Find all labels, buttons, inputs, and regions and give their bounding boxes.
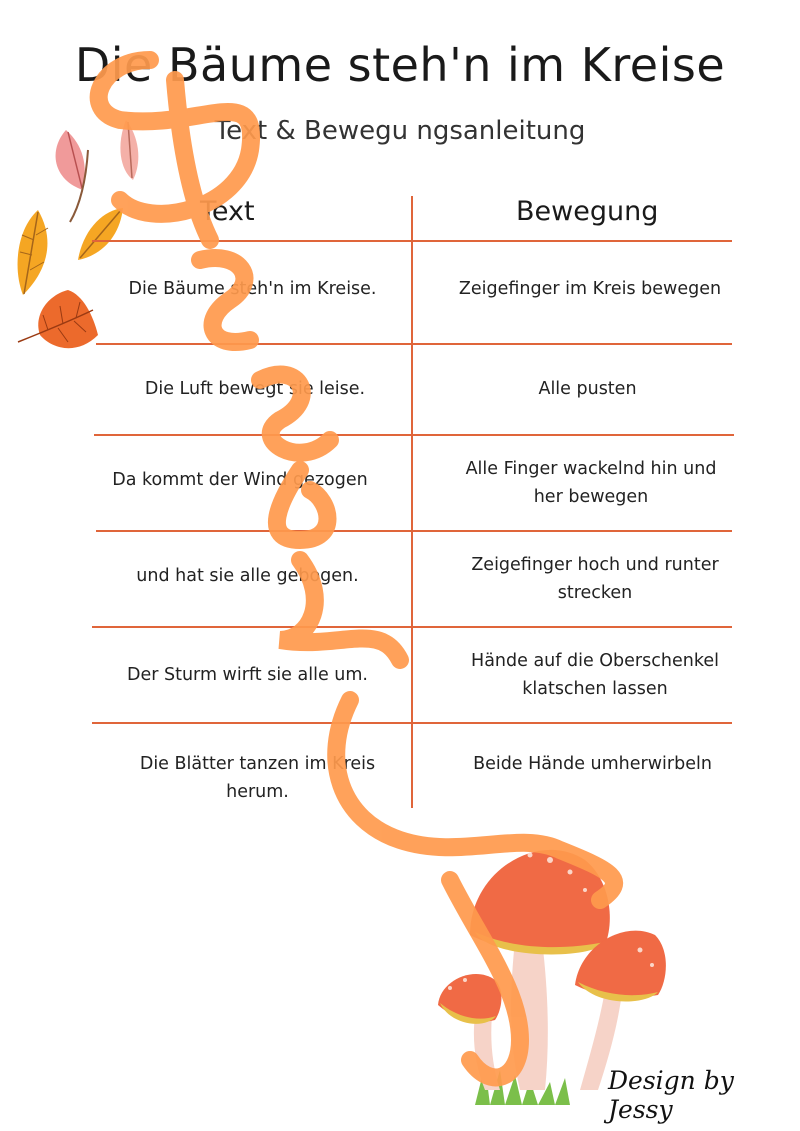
table-cell-text: Da kommt der Wind gezogen bbox=[112, 470, 368, 490]
column-header-movement: Bewegung bbox=[516, 196, 659, 227]
table-cell-text: und hat sie alle gebogen. bbox=[136, 566, 359, 586]
table-cell-movement: Alle Finger wackelnd hin und her bewegen bbox=[465, 459, 717, 507]
table-cell-movement: Alle pusten bbox=[538, 379, 637, 399]
row-divider bbox=[92, 626, 732, 628]
row-divider bbox=[92, 722, 732, 724]
page-title: Die Bäume steh'n im Kreise bbox=[74, 38, 726, 92]
signature: Design by Jessy bbox=[608, 1066, 734, 1124]
table-cell-text: Die Luft bewegt sie leise. bbox=[144, 379, 366, 399]
row-divider bbox=[96, 343, 732, 345]
column-header-text: Text bbox=[200, 196, 255, 227]
table-cell-movement: Hände auf die Oberschenkel klatschen lassen bbox=[471, 651, 719, 699]
row-divider bbox=[94, 434, 734, 436]
table-cell-movement: Zeigefinger hoch und runter strecken bbox=[471, 555, 719, 603]
table-cell-movement: Beide Hände umherwirbeln bbox=[473, 754, 712, 774]
table-cell-text: Die Blätter tanzen im Kreis herum. bbox=[139, 754, 376, 802]
page-subtitle: Text & Bewegu ngsanleitung bbox=[214, 116, 586, 146]
row-divider bbox=[96, 530, 732, 532]
column-divider bbox=[411, 196, 413, 808]
table-cell-text: Der Sturm wirft sie alle um. bbox=[127, 665, 368, 685]
row-divider bbox=[92, 240, 732, 242]
table-cell-movement: Zeigefinger im Kreis bewegen bbox=[458, 279, 722, 299]
table-cell-text: Die Bäume steh'n im Kreise. bbox=[128, 279, 377, 299]
